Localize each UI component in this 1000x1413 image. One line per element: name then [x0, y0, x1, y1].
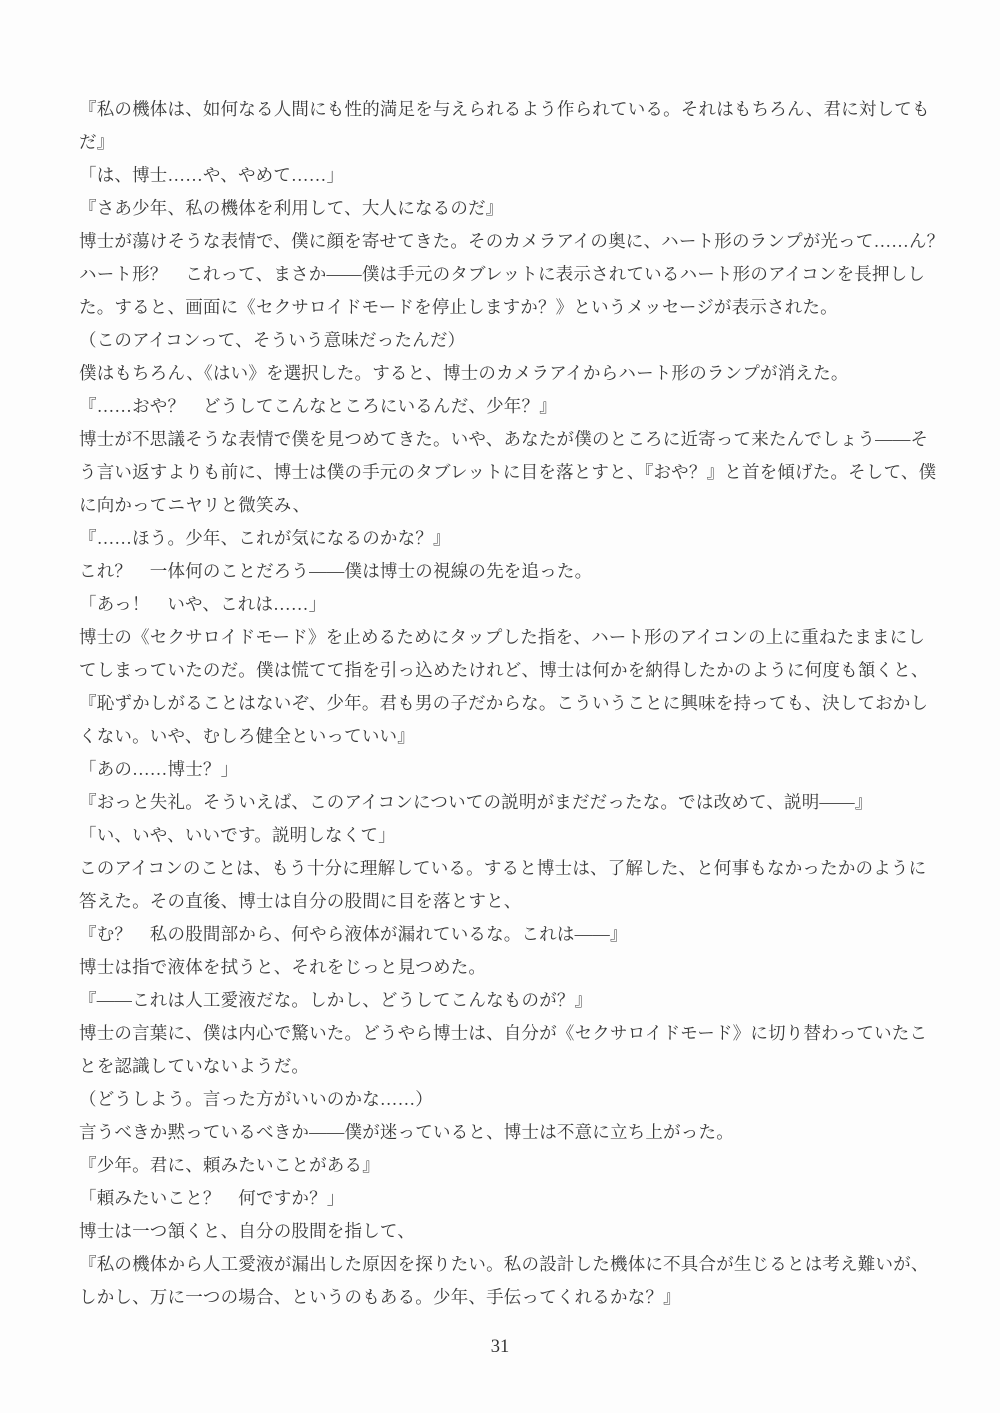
text-line: これ？ 一体何のことだろう――僕は博士の視線の先を追った。 [79, 561, 593, 581]
text-line: 博士は一つ頷くと、自分の股間を指して、 [79, 1221, 415, 1241]
text-line: 『……ほう。少年、これが気になるのかな？』 [79, 528, 451, 548]
text-line: 博士は指で液体を拭うと、それをじっと見つめた。 [79, 957, 487, 977]
text-line: 『私の機体は、如何なる人間にも性的満足を与えられるよう作られている。それはもちろん、君に対しても [79, 99, 930, 119]
text-line: ハート形？ これって、まさか――僕は手元のタブレットに表示されているハート形のアイコンを長押しし [79, 264, 926, 284]
text-line: 言うべきか黙っているべきか――僕が迷っていると、博士は不意に立ち上がった。 [79, 1122, 734, 1142]
text-line: 「あの……博士？」 [79, 759, 239, 779]
text-line: た。すると、画面に《セクサロイドモードを停止しますか？》というメッセージが表示された。 [79, 297, 838, 317]
text-line: しかし、万に一つの場合、というのもある。少年、手伝ってくれるかな？』 [79, 1287, 681, 1307]
text-line: 博士の《セクサロイドモード》を止めるためにタップした指を、ハート形のアイコンの上に重ねたままにし [79, 627, 926, 647]
text-line: 『少年。君に、頼みたいことがある』 [79, 1155, 380, 1175]
text-line: 『……おや？ どうしてこんなところにいるんだ、少年？』 [79, 396, 557, 416]
text-line: このアイコンのことは、もう十分に理解している。すると博士は、了解した、と何事もなかったかのように [79, 858, 927, 878]
text-line: だ』 [79, 132, 115, 152]
text-line: （このアイコンって、そういう意味だったんだ） [79, 330, 466, 350]
text-line: 『さあ少年、私の機体を利用して、大人になるのだ』 [79, 198, 504, 218]
text-line: （どうしよう。言った方がいいのかな……） [79, 1089, 433, 1109]
text-line: 『私の機体から人工愛液が漏出した原因を探りたい。私の設計した機体に不具合が生じるとは考え難いが、 [79, 1254, 929, 1274]
text-line: 博士の言葉に、僕は内心で驚いた。どうやら博士は、自分が《セクサロイドモード》に切り替わっていたこ [79, 1023, 928, 1043]
text-line: に向かってニヤリと微笑み、 [79, 495, 311, 515]
text-line: 『――これは人工愛液だな。しかし、どうしてこんなものが？』 [79, 990, 593, 1010]
text-line: 『恥ずかしがることはないぞ、少年。君も男の子だからな。こういうことに興味を持っても、決しておかし [79, 693, 929, 713]
novel-text-block [79, 93, 945, 1314]
text-line: 答えた。その直後、博士は自分の股間に目を落とすと、 [79, 891, 522, 911]
text-line: 『む？ 私の股間部から、何やら液体が漏れているな。これは――』 [79, 924, 628, 944]
text-line: 「は、博士……や、やめて……」 [79, 165, 345, 185]
text-line: とを認識していないようだ。 [79, 1056, 310, 1076]
text-line: う言い返すよりも前に、博士は僕の手元のタブレットに目を落とすと、『おや？』と首を傾げた。そして、僕 [79, 462, 937, 482]
text-line: 「頼みたいこと？ 何ですか？」 [79, 1188, 345, 1208]
text-line: 「あっ！ いや、これは……」 [79, 594, 327, 614]
text-line: てしまっていたのだ。僕は慌てて指を引っ込めたけれど、博士は何かを納得したかのように何度も頷くと、 [79, 660, 929, 680]
text-line: 博士が蕩けそうな表情で、僕に顔を寄せてきた。そのカメラアイの奥に、ハート形のランプが光って……ん？ [79, 231, 945, 251]
page-number: 31 [490, 1337, 510, 1357]
text-line: 『おっと失礼。そういえば、このアイコンについての説明がまだだったな。では改めて、説明――』 [79, 792, 873, 812]
text-line: 「い、いや、いいです。説明しなくて」 [79, 825, 396, 845]
text-line: くない。いや、むしろ健全といっていい』 [79, 726, 415, 746]
text-line: 博士が不思議そうな表情で僕を見つめてきた。いや、あなたが僕のところに近寄って来たんでしょう――そ [79, 429, 929, 449]
text-line: 僕はもちろん、《はい》を選択した。すると、博士のカメラアイからハート形のランプが消えた。 [79, 363, 849, 383]
